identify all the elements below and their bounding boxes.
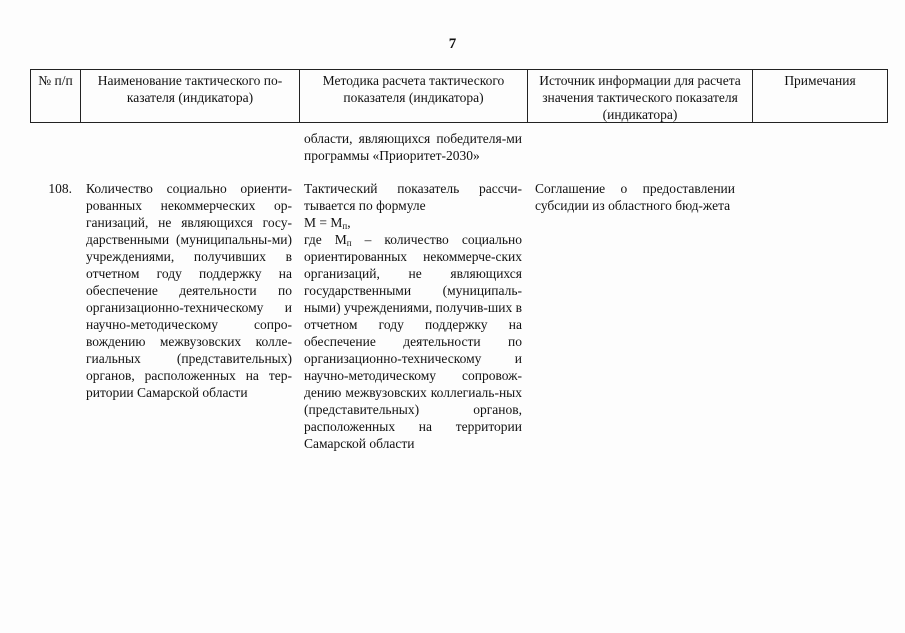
row-number: 108. [48, 181, 72, 196]
method-body: – количество социально ориентированных некоммерче-ских организаций, не являющихся государственными (муниципаль-ными) учреждениями, получив-ших в отчетном году поддержку на обеспечение деятельности по организационно-техническому и научно-методическому сопровож-дению межвузовских коллегиаль-ных (представительных) органов, расположенных на территории Самарской области [304, 232, 522, 451]
header-method: Методика расчета тактического показателя (индикатора) [299, 70, 527, 122]
header-notes: Примечания [752, 70, 887, 122]
method-intro: Тактический показатель рассчи-тывается по формуле [304, 181, 522, 213]
indicator-name: Количество социально ориенти-рованных некоммерческих ор-ганизаций, не являющихся госу-дарственными (муниципальны-ми) учреждениями, получивших в отчетном году поддержку на обеспечение деятельности по организационно-техническому и научно-методическому сопро-вождению межвузовских колле-гиальных (представительных) органов, расположенных на тер-ритории Самарской области [86, 181, 292, 400]
page-number: 7 [448, 36, 457, 52]
header-name: Наименование тактического по-казателя (индикатора) [80, 70, 299, 122]
table-header [30, 69, 888, 123]
calculation-method: Тактический показатель рассчи-тывается по формуле $М = М_п$, где $М_п$ – количество социально ориентированных некоммерче-ских организаций, не являющихся государственными (муниципаль-ными) учреждениями, получив-ших в отчетном году поддержку на обеспечение деятельности по организационно-техническому и научно-методическому сопровож-дению межвузовских коллегиаль-ных (представительных) органов, расположенных на территории Самарской области [304, 181, 522, 451]
header-source: Источник информации для расчета значения тактического показателя (индикатора) [527, 70, 752, 122]
information-source: Соглашение о предоставлении субсидии из областного бюд-жета [535, 181, 735, 213]
method-where: где М [304, 232, 347, 247]
method-continuation: области, являющихся победителя-ми программы «Приоритет-2030» [304, 131, 522, 163]
header-num: № п/п [38, 73, 73, 88]
formula: $М = М_п$, [304, 215, 351, 231]
